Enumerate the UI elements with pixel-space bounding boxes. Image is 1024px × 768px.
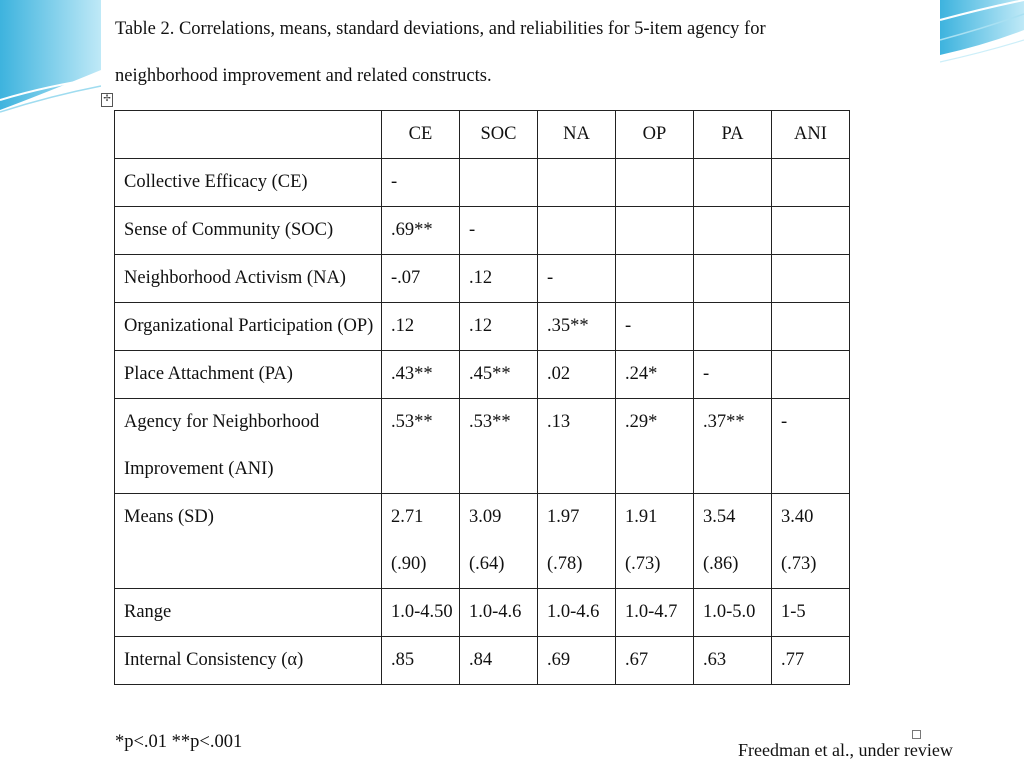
table-cell	[772, 255, 850, 303]
table-cell: -.07	[382, 255, 460, 303]
table-cell: -	[538, 255, 616, 303]
table-cell	[772, 207, 850, 255]
table-cell: .43**	[382, 351, 460, 399]
row-label: Sense of Community (SOC)	[115, 207, 382, 255]
table-cell: .12	[460, 303, 538, 351]
header-cell-ani: ANI	[772, 111, 850, 159]
row-label: Place Attachment (PA)	[115, 351, 382, 399]
table-cell: .63	[694, 637, 772, 685]
table-cell: -	[382, 159, 460, 207]
table-row	[115, 494, 850, 589]
table-resize-handle[interactable]	[912, 730, 921, 739]
header-cell	[115, 111, 382, 159]
row-label: Collective Efficacy (CE)	[115, 159, 382, 207]
header-cell-soc: SOC	[460, 111, 538, 159]
table-cell: .35**	[538, 303, 616, 351]
table-cell: 1.91 (.73)	[616, 494, 694, 589]
table-cell	[616, 159, 694, 207]
table-cell: 1.0-4.50	[382, 589, 460, 637]
table-cell: .53**	[382, 399, 460, 494]
table-row	[115, 399, 850, 494]
table-cell: .45**	[460, 351, 538, 399]
header-cell-pa: PA	[694, 111, 772, 159]
table-cell	[616, 207, 694, 255]
table-move-handle-icon[interactable]: ✢	[101, 93, 113, 107]
significance-footnote: *p<.01 **p<.001	[115, 732, 243, 752]
correlation-table	[114, 110, 850, 685]
table-cell: .37**	[694, 399, 772, 494]
table-cell	[460, 159, 538, 207]
row-label: Organizational Participation (OP)	[115, 303, 382, 351]
row-label: Neighborhood Activism (NA)	[115, 255, 382, 303]
table-cell: .29*	[616, 399, 694, 494]
table-cell: .12	[460, 255, 538, 303]
document-page	[101, 6, 940, 766]
table-cell: -	[616, 303, 694, 351]
table-cell	[616, 255, 694, 303]
table-cell: .02	[538, 351, 616, 399]
table-cell: .24*	[616, 351, 694, 399]
table-cell: .69**	[382, 207, 460, 255]
table-row	[115, 255, 850, 303]
table-header-row	[115, 111, 850, 159]
table-cell: .12	[382, 303, 460, 351]
table-cell: .84	[460, 637, 538, 685]
table-cell: .67	[616, 637, 694, 685]
table-cell: .69	[538, 637, 616, 685]
table-caption	[115, 6, 915, 100]
row-label: Means (SD)	[115, 494, 382, 589]
table-cell: 3.40 (.73)	[772, 494, 850, 589]
header-cell-ce: CE	[382, 111, 460, 159]
table-row	[115, 303, 850, 351]
table-row	[115, 207, 850, 255]
header-cell-na: NA	[538, 111, 616, 159]
table-cell: .13	[538, 399, 616, 494]
table-cell: 2.71 (.90)	[382, 494, 460, 589]
table-cell	[694, 159, 772, 207]
caption-line-1: Table 2. Correlations, means, standard deviations, and reliabilities for 5-item agency for	[115, 19, 766, 39]
table-row	[115, 159, 850, 207]
table-cell	[538, 159, 616, 207]
table-cell: .77	[772, 637, 850, 685]
table-cell: 1-5	[772, 589, 850, 637]
caption-line-2: neighborhood improvement and related constructs.	[115, 66, 492, 86]
table-cell: -	[460, 207, 538, 255]
table-cell: 1.0-4.6	[460, 589, 538, 637]
table-cell: -	[772, 399, 850, 494]
table-cell	[772, 303, 850, 351]
row-label: Internal Consistency (α)	[115, 637, 382, 685]
table-cell: -	[694, 351, 772, 399]
table-cell	[694, 255, 772, 303]
row-label: Agency for Neighborhood Improvement (ANI)	[115, 399, 382, 494]
table-cell	[694, 207, 772, 255]
table-cell: 1.97 (.78)	[538, 494, 616, 589]
table-cell: .85	[382, 637, 460, 685]
table-cell: 1.0-5.0	[694, 589, 772, 637]
table-cell: 3.54 (.86)	[694, 494, 772, 589]
header-cell-op: OP	[616, 111, 694, 159]
table-row	[115, 637, 850, 685]
table-row	[115, 589, 850, 637]
table-cell	[538, 207, 616, 255]
table-cell: .53**	[460, 399, 538, 494]
table-cell	[694, 303, 772, 351]
table-cell: 3.09 (.64)	[460, 494, 538, 589]
table-row	[115, 351, 850, 399]
row-label: Range	[115, 589, 382, 637]
table-cell	[772, 159, 850, 207]
table-cell	[772, 351, 850, 399]
table-cell: 1.0-4.6	[538, 589, 616, 637]
table-cell: 1.0-4.7	[616, 589, 694, 637]
citation: Freedman et al., under review	[738, 740, 953, 760]
